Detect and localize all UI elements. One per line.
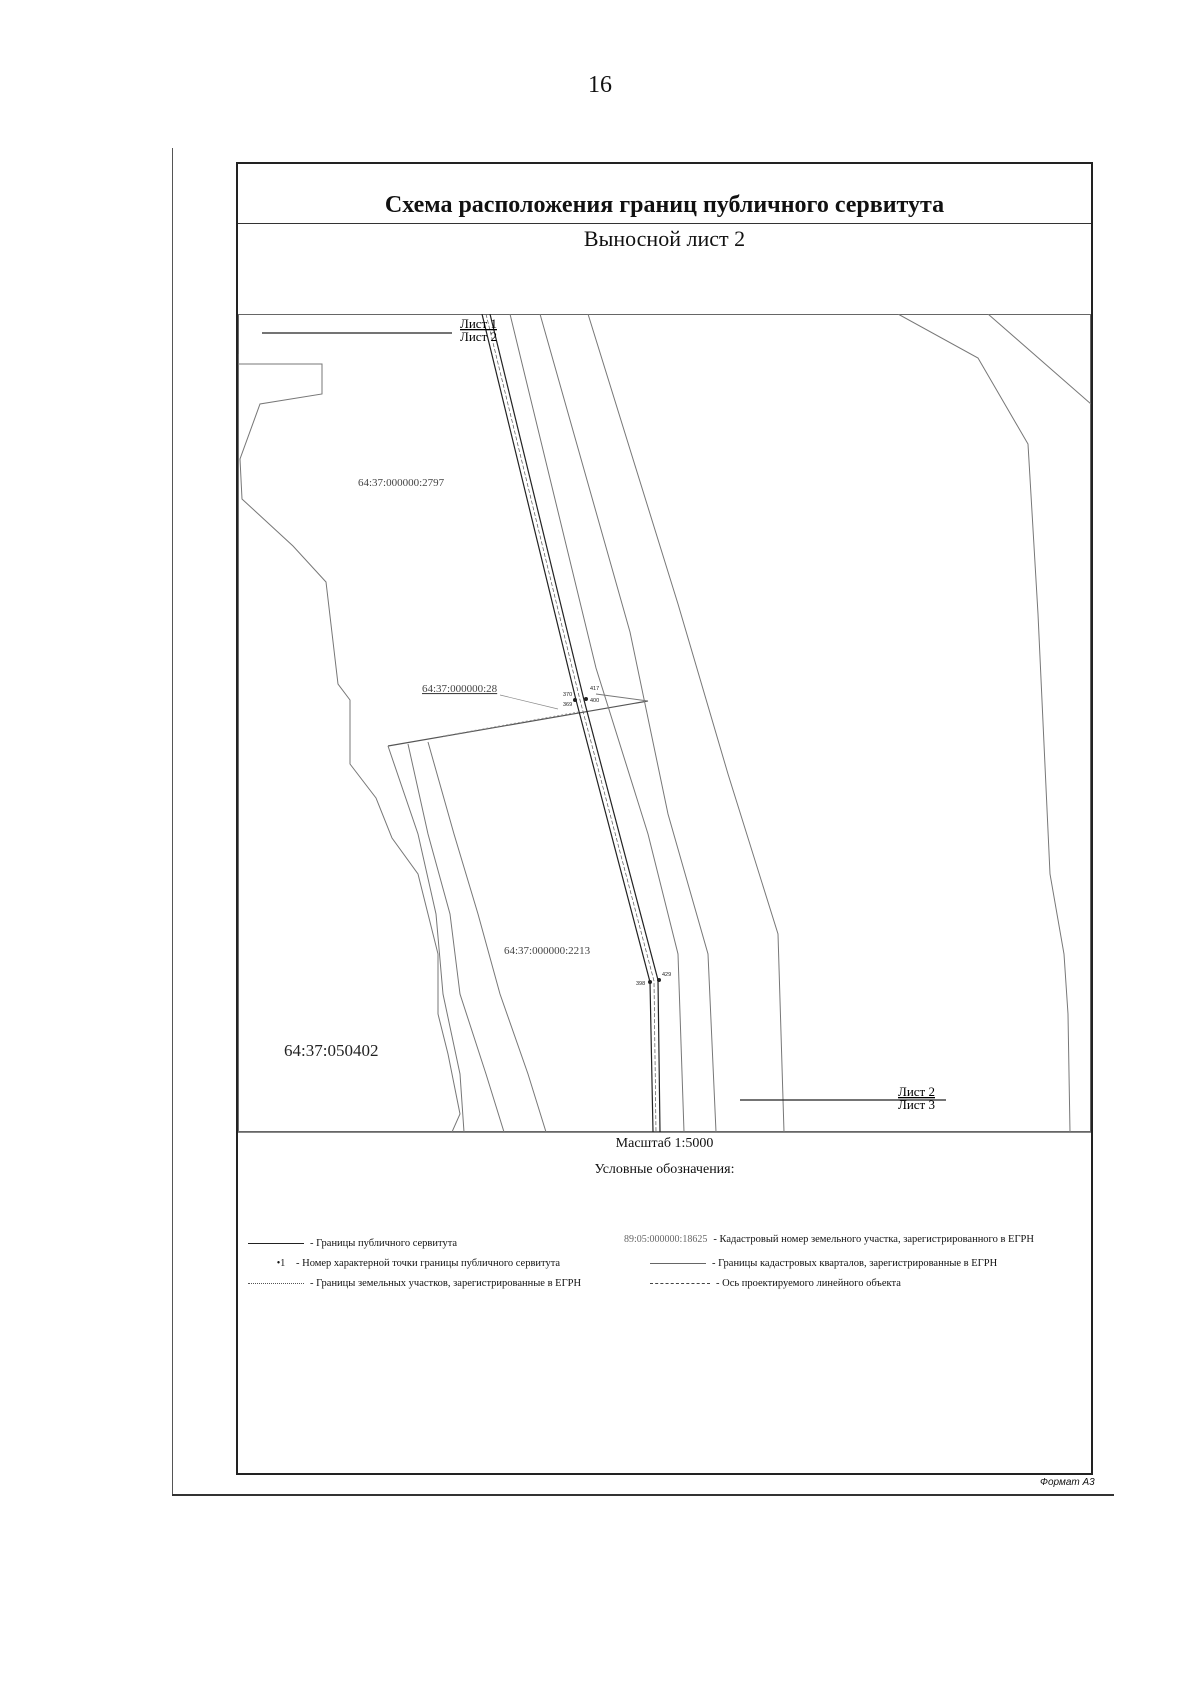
- point-370-marker: [573, 698, 577, 702]
- strip-c: [428, 742, 546, 1132]
- sheet-mark-top-upper: Лист 1: [460, 316, 497, 331]
- sheet-mark-bottom-upper: Лист 2: [898, 1084, 935, 1099]
- legend-point: [272, 1258, 560, 1269]
- legend-parcels: [248, 1278, 581, 1289]
- legend-axis: [650, 1278, 901, 1289]
- point-label-370: 370: [563, 692, 573, 698]
- sheet-left-border: [172, 148, 173, 1494]
- legend-cadastral-number-text: - Кадастровый номер земельного участка, зарегистрированного в ЕГРН: [713, 1234, 1034, 1245]
- legend-easement-text: - Границы публичного сервитута: [310, 1238, 458, 1249]
- road-cross-segment: [596, 694, 648, 701]
- road-strip-3: [588, 314, 784, 1132]
- point-label-417: 417: [590, 686, 600, 692]
- map-border: [239, 315, 1091, 1132]
- sheet-mark-bottom-lower: Лист 3: [898, 1097, 935, 1112]
- parcel-28-cut-line: [388, 701, 648, 746]
- point-429-marker: [657, 978, 661, 982]
- point-label-369: 369: [563, 702, 573, 708]
- point-label-398: 398: [636, 981, 646, 987]
- legend-axis-text: - Ось проектируемого линейного объекта: [716, 1278, 901, 1289]
- legend-point-symbol: •1: [276, 1258, 286, 1269]
- drawing-frame: [236, 162, 1093, 1475]
- right-corner-boundary: [988, 314, 1091, 404]
- legend-dashed-line-symbol: [650, 1283, 710, 1284]
- legend-easement: [248, 1238, 457, 1249]
- easement-boundary-left: [482, 314, 653, 1132]
- parcel-28-inner-line: [443, 712, 578, 736]
- point-label-400: 400: [590, 698, 600, 704]
- sheet-bottom-border: [172, 1494, 1114, 1496]
- parcel-label-2213: 64:37:000000:2213: [504, 945, 591, 957]
- sheet-mark-top-lower: Лист 2: [460, 329, 497, 344]
- scale-label: Масштаб 1:5000: [615, 1136, 714, 1151]
- legend-parcels-text: - Границы земельных участков, зарегистрированные в ЕГРН: [310, 1278, 582, 1289]
- legend-quarters: [650, 1258, 997, 1269]
- drawing-title: Схема расположения границ публичного сервитута: [384, 192, 945, 218]
- map-svg: [238, 314, 1091, 1132]
- legend-cadastral-example: 89:05:000000:18625: [624, 1234, 708, 1245]
- title-divider: [238, 223, 1091, 224]
- map-area: [238, 314, 1091, 1132]
- parcel-label-28: 64:37:000000:28: [422, 683, 498, 695]
- map-bottom-divider: [238, 1132, 1091, 1133]
- legend-thin-line-symbol: [650, 1263, 706, 1264]
- legend-dotted-line-symbol: [248, 1283, 304, 1284]
- legend-point-text: - Номер характерной точки границы публичного сервитута: [296, 1258, 561, 1269]
- road-strip-2: [540, 314, 716, 1132]
- right-parcel-boundary: [898, 314, 1070, 1132]
- page-number: 16: [588, 72, 612, 98]
- point-398-marker: [648, 980, 652, 984]
- parcel-28-leader: [500, 695, 558, 709]
- legend-quarters-text: - Границы кадастровых кварталов, зарегистрированные в ЕГРН: [712, 1258, 998, 1269]
- format-label: Формат А3: [1040, 1477, 1095, 1488]
- legend-title: Условные обозначения:: [594, 1162, 735, 1177]
- quarter-label: 64:37:050402: [284, 1041, 379, 1060]
- strip-a: [388, 746, 464, 1132]
- drawing-subtitle: Выносной лист 2: [583, 226, 746, 251]
- parcel-label-2797: 64:37:000000:2797: [358, 477, 445, 489]
- point-400-marker: [584, 697, 588, 701]
- strip-b: [408, 744, 504, 1132]
- point-label-429: 429: [662, 972, 672, 978]
- legend-solid-line-symbol: [248, 1243, 304, 1244]
- legend-cadastral-number: [624, 1234, 1034, 1245]
